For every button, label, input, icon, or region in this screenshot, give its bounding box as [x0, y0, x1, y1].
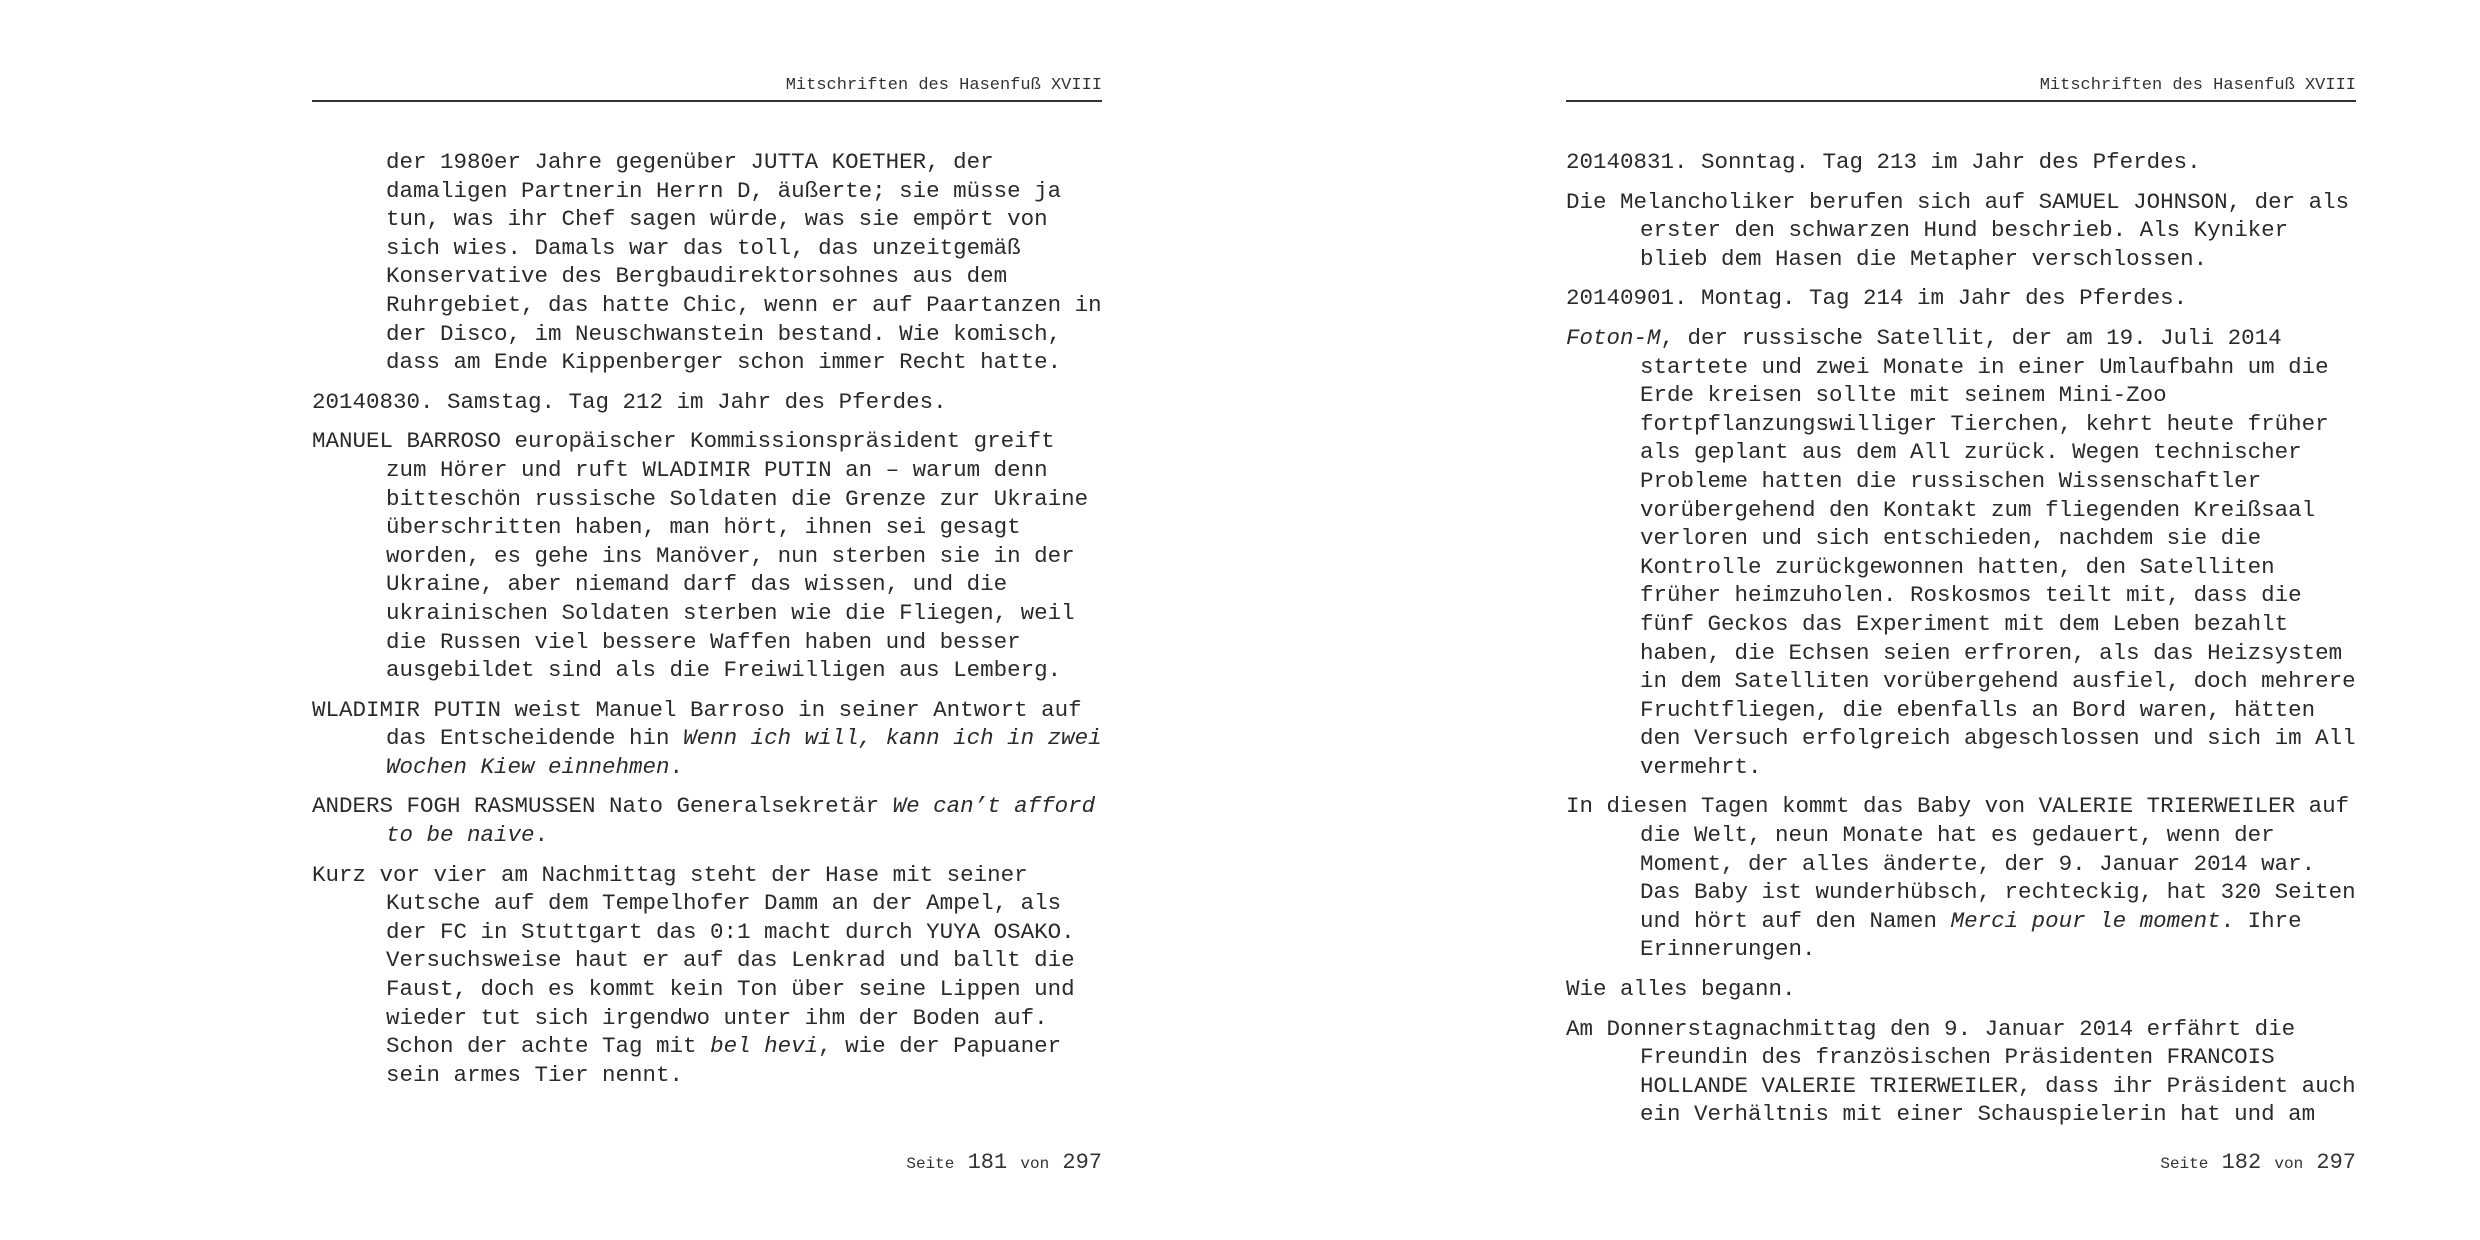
- paragraph: Wie alles begann.: [1566, 976, 1796, 1003]
- paragraph: Am Donnerstagnachmittag den 9. Januar 2014 erfährt die Freundin des französischen Präsidenten FRANCOIS HOLLANDE VALERIE TRIERWEILER, dass ihr Präsident auch ein Verhältnis mit einer Schauspielerin hat und am: [1566, 1015, 2356, 1128]
- page-body: [1566, 148, 2356, 1140]
- left-page: [312, 0, 1102, 1240]
- italic-emphasis: Merci pour le moment: [1950, 907, 2221, 934]
- paragraph: In diesen Tagen kommt das Baby von VALERIE TRIERWEILER auf die Welt, neun Monate hat es gedauert, wenn der Moment, der alles änderte, der 9. Januar 2014 war. Das Baby ist wunderhübsch, rechteckig, hat 320 Seiten und hört auf den Namen Merci pour le moment. Ihre Erinnerungen.: [1566, 793, 2356, 963]
- paragraph: Kurz vor vier am Nachmittag steht der Hase mit seiner Kutsche auf dem Tempelhofer Damm an der Ampel, als der FC in Stuttgart das 0:1 macht durch YUYA OSAKO. Versuchsweise haut er auf das Lenkrad und ballt die Faust, doch es kommt kein Ton über seine Lippen und wieder tut sich irgendwo unter ihm der Boden auf. Schon der achte Tag mit bel hevi, wie der Papuaner sein armes Tier nennt.: [312, 861, 1075, 1088]
- paragraph: MANUEL BARROSO europäischer Kommissionspräsident greift zum Hörer und ruft WLADIMIR PUTIN an – warum denn bitteschön russische Soldaten die Grenze zur Ukraine überschritten haben, man hört, ihnen sei gesagt worden, es gehe ins Manöver, nun sterben sie in der Ukraine, aber niemand darf das wissen, und die ukrainischen Soldaten sterben wie die Fliegen, weil die Russen viel bessere Waffen haben und besser ausgebildet sind als die Freiwilligen aus Lemberg.: [312, 428, 1089, 684]
- italic-emphasis: Wenn ich will, kann ich in zwei Wochen Kiew einnehmen: [386, 725, 1102, 780]
- footer-von: von: [1020, 1155, 1050, 1173]
- page-body: [312, 148, 1102, 1100]
- paragraph: der 1980er Jahre gegenüber JUTTA KOETHER, der damaligen Partnerin Herrn D, äußerte; sie müsse ja tun, was ihr Chef sagen würde, was sie empört von sich wies. Damals war das toll, das unzeitgemäß Konservative des Bergbaudirektorsohnes aus dem Ruhrgebiet, das hatte Chic, wenn er auf Paartanzen in der Disco, im Neuschwanstein bestand. Wie komisch, dass am Ende Kippenberger schon immer Recht hatte.: [386, 149, 1102, 376]
- paragraph: 20140901. Montag. Tag 214 im Jahr des Pferdes.: [1566, 285, 2188, 312]
- paragraph: 20140831. Sonntag. Tag 213 im Jahr des Pferdes.: [1566, 149, 2201, 175]
- running-header: Mitschriften des Hasenfuß XVIII: [312, 76, 1102, 102]
- paragraph: 20140830. Samstag. Tag 212 im Jahr des Pferdes.: [312, 388, 947, 415]
- italic-emphasis: Foton-M: [1566, 324, 1661, 351]
- italic-emphasis: We can’t afford to be naive: [386, 793, 1096, 849]
- page-total: 297: [2316, 1150, 2356, 1175]
- footer-seite: Seite: [2160, 1155, 2209, 1173]
- right-page: [1566, 0, 2356, 1240]
- paragraph: Foton-M, der russische Satellit, der am 19. Juli 2014 startete und zwei Monate in einer Umlaufbahn um die Erde kreisen sollte mit seinem Mini-Zoo fortpflanzungswilliger Tierchen, kehrt heute früher als geplant aus dem All zurück. Wegen technischer Probleme hatten die russischen Wissenschaftler vorübergehend den Kontakt zum fliegenden Kreißsaal verloren und sich entschieden, nachdem sie die Kontrolle zurückgewonnen hatten, den Satelliten früher heimzuholen. Roskosmos teilt mit, dass die fünf Geckos das Experiment mit dem Leben bezahlt haben, die Echsen seien erfroren, als das Heizsystem in dem Satelliten vorübergehend ausfiel, doch mehrere Fruchtfliegen, die ebenfalls an Bord waren, hätten den Versuch erfolgreich abgeschlossen und sich im All vermehrt.: [1566, 324, 2356, 780]
- paragraph: WLADIMIR PUTIN weist Manuel Barroso in seiner Antwort auf das Entscheidende hin Wenn ich will, kann ich in zwei Wochen Kiew einnehmen.: [312, 696, 1102, 780]
- footer-von: von: [2274, 1155, 2304, 1173]
- page-number: 182: [2221, 1150, 2262, 1175]
- page-total: 297: [1062, 1150, 1102, 1175]
- italic-emphasis: bel hevi: [710, 1033, 819, 1060]
- footer-seite: Seite: [906, 1155, 955, 1173]
- page-footer: [2160, 1150, 2356, 1175]
- page-footer: [906, 1150, 1102, 1175]
- running-header: Mitschriften des Hasenfuß XVIII: [1566, 76, 2356, 102]
- paragraph: Die Melancholiker berufen sich auf SAMUEL JOHNSON, der als erster den schwarzen Hund beschrieb. Als Kyniker blieb dem Hasen die Metapher verschlossen.: [1566, 188, 2350, 272]
- paragraph: ANDERS FOGH RASMUSSEN Nato Generalsekretär We can’t afford to be naive.: [312, 793, 1096, 849]
- page-number: 181: [967, 1150, 1008, 1175]
